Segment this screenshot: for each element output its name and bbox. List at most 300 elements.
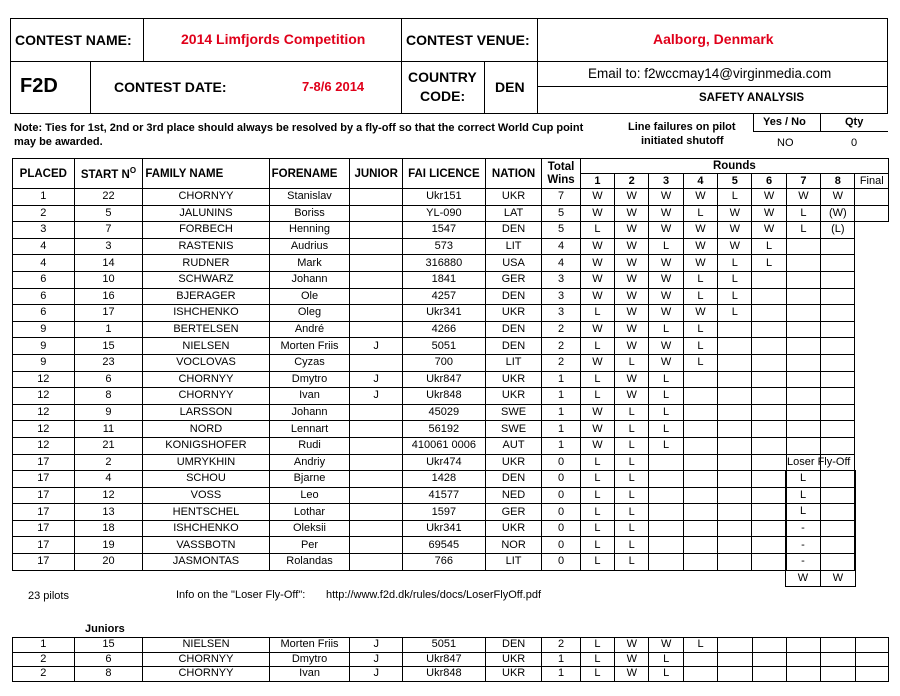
forename-cell: Dmytro <box>269 652 350 667</box>
country-label-2: CODE: <box>420 88 466 104</box>
start-number-cell: 4 <box>74 471 143 488</box>
round-2-cell: L <box>615 504 649 521</box>
start-number-cell: 12 <box>74 487 143 504</box>
round-5-cell <box>718 554 752 571</box>
round-9-cell <box>855 205 889 222</box>
junior-cell: J <box>350 638 403 653</box>
round-5-cell <box>718 667 752 682</box>
contest-date: 7-8/6 2014 <box>302 79 365 94</box>
junior-cell <box>350 288 403 305</box>
round-3-cell: W <box>649 189 683 206</box>
round-9-cell <box>855 421 889 438</box>
start-number-cell: 14 <box>74 255 143 272</box>
round-1-cell: W <box>580 205 614 222</box>
flyoff-row <box>786 570 856 587</box>
round-2-cell: W <box>615 371 649 388</box>
family-name-cell: SCHWARZ <box>143 271 269 288</box>
result-row <box>13 338 889 355</box>
start-number-cell: 11 <box>74 421 143 438</box>
round-3-cell: L <box>649 667 683 682</box>
forename-cell: Audrius <box>269 238 350 255</box>
round-9-cell <box>855 305 889 322</box>
placed-cell: 17 <box>13 504 75 521</box>
round-4-cell <box>683 388 717 405</box>
round-5-cell <box>718 504 752 521</box>
round-header-1: 1 <box>580 174 614 189</box>
fai-licence-cell: 5051 <box>402 638 485 653</box>
fai-licence-cell: 4266 <box>402 321 485 338</box>
round-3-cell: W <box>649 638 683 653</box>
placed-cell: 3 <box>13 222 75 239</box>
junior-cell <box>350 222 403 239</box>
juniors-row <box>13 638 889 653</box>
nation-cell: UKR <box>485 667 542 682</box>
family-name-cell: CHORNYY <box>143 652 269 667</box>
nation-cell: SWE <box>485 404 542 421</box>
round-7-cell <box>786 255 820 272</box>
round-3-cell <box>649 487 683 504</box>
round-5-cell <box>718 537 752 554</box>
total-wins-cell: 5 <box>542 222 580 239</box>
forename-cell: Rolandas <box>269 554 350 571</box>
junior-cell: J <box>350 338 403 355</box>
forename-cell: Per <box>269 537 350 554</box>
round-3-cell: L <box>649 437 683 454</box>
round-9-cell <box>855 554 889 571</box>
loser-flyoff-table <box>785 470 856 587</box>
nation-cell: UKR <box>485 652 542 667</box>
round-7-cell <box>786 388 820 405</box>
round-8-cell <box>821 652 855 667</box>
family-name-cell: LARSSON <box>143 404 269 421</box>
round-5-cell <box>718 652 752 667</box>
round-9-cell <box>855 667 888 682</box>
round-9-cell <box>855 371 889 388</box>
result-row <box>13 437 889 454</box>
junior-cell <box>350 271 403 288</box>
round-7-cell <box>786 437 820 454</box>
junior-cell <box>350 454 403 471</box>
round-1-cell: L <box>580 222 614 239</box>
round-2-cell: W <box>615 288 649 305</box>
family-name-cell: KONIGSHOFER <box>143 437 269 454</box>
flyoff-row <box>786 471 856 488</box>
round-9-cell <box>855 255 889 272</box>
round-5-cell <box>718 487 752 504</box>
junior-cell <box>350 537 403 554</box>
flyoff-cell: - <box>786 537 821 554</box>
junior-cell <box>350 238 403 255</box>
col-family: FAMILY NAME <box>143 159 269 189</box>
placed-cell: 6 <box>13 305 75 322</box>
round-header-8: 8 <box>821 174 855 189</box>
col-start: START $N^O$ <box>74 159 143 189</box>
result-row <box>13 288 889 305</box>
junior-cell <box>350 321 403 338</box>
start-number-cell: 21 <box>74 437 143 454</box>
total-wins-cell: 4 <box>542 255 580 272</box>
round-6-cell: L <box>752 255 786 272</box>
round-2-cell: W <box>615 189 649 206</box>
start-number-cell: 2 <box>74 454 143 471</box>
start-number-cell: 18 <box>74 520 143 537</box>
fai-licence-cell: 1597 <box>402 504 485 521</box>
total-wins-cell: 1 <box>542 667 580 682</box>
nation-cell: LAT <box>485 205 542 222</box>
round-2-cell: L <box>615 454 649 471</box>
total-wins-cell: 5 <box>542 205 580 222</box>
round-6-cell <box>752 454 786 471</box>
round-7-cell <box>786 667 820 682</box>
round-7-cell <box>786 321 820 338</box>
nation-cell: UKR <box>485 189 542 206</box>
round-7-cell <box>786 371 820 388</box>
start-number-cell: 6 <box>74 371 143 388</box>
junior-cell <box>350 471 403 488</box>
result-row <box>13 421 889 438</box>
start-number-cell: 22 <box>74 189 143 206</box>
round-1-cell: L <box>580 537 614 554</box>
round-5-cell <box>718 321 752 338</box>
round-3-cell: W <box>649 222 683 239</box>
round-1-cell: W <box>580 354 614 371</box>
family-name-cell: CHORNYY <box>143 388 269 405</box>
start-number-cell: 10 <box>74 271 143 288</box>
round-4-cell <box>683 504 717 521</box>
round-6-cell <box>752 271 786 288</box>
nation-cell: NOR <box>485 537 542 554</box>
juniors-row <box>13 667 889 682</box>
placed-cell: 17 <box>13 520 75 537</box>
nation-cell: UKR <box>485 454 542 471</box>
safety-analysis-title: SAFETY ANALYSIS <box>699 92 805 104</box>
round-7-cell <box>786 305 820 322</box>
result-row <box>13 454 889 471</box>
round-header-2: 2 <box>615 174 649 189</box>
col-total-wins: Total Wins <box>542 159 580 189</box>
flyoff-info-label: Info on the "Loser Fly-Off": <box>176 589 306 601</box>
start-number-cell: 19 <box>74 537 143 554</box>
round-6-cell <box>752 421 786 438</box>
fai-licence-cell: 41577 <box>402 487 485 504</box>
round-5-cell <box>718 638 752 653</box>
round-8-cell <box>821 255 855 272</box>
round-1-cell: W <box>580 255 614 272</box>
result-row <box>13 222 889 239</box>
round-9-cell <box>855 638 888 653</box>
round-2-cell: L <box>615 487 649 504</box>
placed-cell: 12 <box>13 437 75 454</box>
start-number-cell: 23 <box>74 354 143 371</box>
header-divider <box>10 61 888 62</box>
round-9-cell <box>855 222 889 239</box>
forename-cell: Rudi <box>269 437 350 454</box>
round-4-cell: L <box>683 638 717 653</box>
forename-cell: Morten Friis <box>269 638 350 653</box>
total-wins-cell: 0 <box>542 454 580 471</box>
flyoff-row <box>786 487 856 504</box>
junior-cell <box>350 255 403 272</box>
nation-cell: USA <box>485 255 542 272</box>
total-wins-cell: 1 <box>542 404 580 421</box>
round-1-cell: W <box>580 321 614 338</box>
forename-cell: Bjarne <box>269 471 350 488</box>
round-6-cell <box>752 288 786 305</box>
yes-no-value: NO <box>777 137 794 149</box>
round-3-cell: W <box>649 288 683 305</box>
round-4-cell <box>683 537 717 554</box>
total-wins-cell: 1 <box>542 421 580 438</box>
family-name-cell: NIELSEN <box>143 638 269 653</box>
forename-cell: Cyzas <box>269 354 350 371</box>
round-3-cell: W <box>649 205 683 222</box>
family-name-cell: CHORNYY <box>143 371 269 388</box>
junior-cell <box>350 504 403 521</box>
fai-licence-cell: Ukr341 <box>402 520 485 537</box>
placed-cell: 6 <box>13 271 75 288</box>
round-1-cell: W <box>580 404 614 421</box>
country-code: DEN <box>495 79 525 95</box>
round-9-cell <box>855 404 889 421</box>
round-3-cell: W <box>649 354 683 371</box>
round-9-cell <box>855 504 889 521</box>
start-number-cell: 15 <box>74 338 143 355</box>
total-wins-cell: 7 <box>542 189 580 206</box>
nation-cell: DEN <box>485 288 542 305</box>
forename-cell: Andriy <box>269 454 350 471</box>
contest-name-label: CONTEST NAME: <box>15 32 132 48</box>
round-1-cell: W <box>580 421 614 438</box>
start-number-cell: 6 <box>74 652 143 667</box>
round-8-cell <box>821 271 855 288</box>
junior-cell <box>350 205 403 222</box>
col-forename: FORENAME <box>269 159 350 189</box>
contest-name: 2014 Limfjords Competition <box>181 31 366 47</box>
family-name-cell: JASMONTAS <box>143 554 269 571</box>
fai-licence-cell: 1547 <box>402 222 485 239</box>
round-4-cell: W <box>683 189 717 206</box>
round-2-cell: L <box>615 437 649 454</box>
round-3-cell: W <box>649 338 683 355</box>
family-name-cell: CHORNYY <box>143 189 269 206</box>
round-9-cell <box>855 471 889 488</box>
result-row <box>13 189 889 206</box>
round-2-cell: L <box>615 537 649 554</box>
juniors-title: Juniors <box>85 623 125 635</box>
round-header-4: 4 <box>683 174 717 189</box>
flyoff-cell <box>821 537 856 554</box>
total-wins-cell: 0 <box>542 471 580 488</box>
loser-flyoff-title: Loser Fly-Off <box>787 456 851 468</box>
fai-licence-cell: Ukr474 <box>402 454 485 471</box>
nation-cell: UKR <box>485 520 542 537</box>
forename-cell: Ole <box>269 288 350 305</box>
total-wins-cell: 0 <box>542 520 580 537</box>
round-9-cell <box>855 321 889 338</box>
contest-venue: Aalborg, Denmark <box>653 31 774 47</box>
round-2-cell: W <box>615 338 649 355</box>
round-8-cell: (L) <box>821 222 855 239</box>
junior-cell <box>350 554 403 571</box>
forename-cell: Leo <box>269 487 350 504</box>
start-number-cell: 16 <box>74 288 143 305</box>
round-4-cell <box>683 652 717 667</box>
fai-licence-cell: Ukr848 <box>402 667 485 682</box>
nation-cell: DEN <box>485 338 542 355</box>
total-wins-cell: 3 <box>542 288 580 305</box>
round-8-cell <box>821 238 855 255</box>
junior-cell <box>350 520 403 537</box>
round-4-cell: L <box>683 321 717 338</box>
round-2-cell: W <box>615 638 649 653</box>
fai-licence-cell: Ukr151 <box>402 189 485 206</box>
round-4-cell: L <box>683 271 717 288</box>
family-name-cell: CHORNYY <box>143 667 269 682</box>
forename-cell: André <box>269 321 350 338</box>
round-6-cell <box>752 554 786 571</box>
nation-cell: UKR <box>485 305 542 322</box>
total-wins-cell: 1 <box>542 652 580 667</box>
round-6-cell: W <box>752 205 786 222</box>
fai-licence-cell: 700 <box>402 354 485 371</box>
round-6-cell <box>752 388 786 405</box>
round-2-cell: W <box>615 652 649 667</box>
round-2-cell: L <box>615 421 649 438</box>
round-1-cell: L <box>580 471 614 488</box>
junior-cell: J <box>350 652 403 667</box>
round-8-cell <box>821 321 855 338</box>
placed-cell: 17 <box>13 554 75 571</box>
start-number-cell: 5 <box>74 205 143 222</box>
result-row <box>13 554 889 571</box>
round-2-cell: W <box>615 222 649 239</box>
round-5-cell <box>718 520 752 537</box>
round-1-cell: L <box>580 371 614 388</box>
line-failures-label-1: Line failures on pilot <box>628 121 736 133</box>
fai-licence-cell: 4257 <box>402 288 485 305</box>
round-4-cell: L <box>683 354 717 371</box>
round-3-cell: L <box>649 371 683 388</box>
placed-cell: 12 <box>13 404 75 421</box>
flyoff-row <box>786 504 856 521</box>
junior-cell <box>350 421 403 438</box>
qty-value: 0 <box>851 137 858 149</box>
round-2-cell: L <box>615 471 649 488</box>
result-row <box>13 388 889 405</box>
result-row <box>13 354 889 371</box>
round-6-cell <box>752 437 786 454</box>
round-4-cell: L <box>683 288 717 305</box>
round-1-cell: W <box>580 437 614 454</box>
flyoff-row <box>786 553 856 570</box>
round-6-cell <box>752 371 786 388</box>
round-5-cell <box>718 437 752 454</box>
nation-cell: AUT <box>485 437 542 454</box>
round-1-cell: L <box>580 520 614 537</box>
family-name-cell: NORD <box>143 421 269 438</box>
family-name-cell: RUDNER <box>143 255 269 272</box>
flyoff-row <box>786 520 856 537</box>
flyoff-cell: L <box>786 487 821 504</box>
result-row <box>13 471 889 488</box>
round-4-cell <box>683 471 717 488</box>
round-3-cell: L <box>649 421 683 438</box>
nation-cell: SWE <box>485 421 542 438</box>
round-header-6: 6 <box>752 174 786 189</box>
forename-cell: Mark <box>269 255 350 272</box>
contest-header <box>10 18 888 114</box>
start-number-cell: 3 <box>74 238 143 255</box>
family-name-cell: NIELSEN <box>143 338 269 355</box>
round-5-cell: L <box>718 255 752 272</box>
flyoff-info-link[interactable]: http://www.f2d.dk/rules/docs/LoserFlyOff.pdf <box>326 589 542 601</box>
round-5-cell <box>718 421 752 438</box>
fai-licence-cell: 573 <box>402 238 485 255</box>
family-name-cell: FORBECH <box>143 222 269 239</box>
round-2-cell: L <box>615 520 649 537</box>
round-header-9: Final <box>855 174 889 189</box>
start-number-cell: 20 <box>74 554 143 571</box>
fai-licence-cell: 45029 <box>402 404 485 421</box>
flyoff-cell: - <box>786 553 821 570</box>
forename-cell: Dmytro <box>269 371 350 388</box>
start-number-cell: 7 <box>74 222 143 239</box>
round-4-cell <box>683 437 717 454</box>
fai-licence-cell: 410061 0006 <box>402 437 485 454</box>
round-8-cell: (W) <box>821 205 855 222</box>
round-5-cell <box>718 338 752 355</box>
nation-cell: DEN <box>485 638 542 653</box>
junior-cell <box>350 189 403 206</box>
family-name-cell: VOCLOVAS <box>143 354 269 371</box>
round-5-cell: W <box>718 205 752 222</box>
result-row <box>13 271 889 288</box>
nation-cell: DEN <box>485 471 542 488</box>
round-5-cell: W <box>718 238 752 255</box>
round-8-cell <box>821 667 855 682</box>
round-1-cell: W <box>580 189 614 206</box>
fai-licence-cell: Ukr847 <box>402 652 485 667</box>
fai-licence-cell: 1841 <box>402 271 485 288</box>
round-5-cell: L <box>718 271 752 288</box>
round-6-cell <box>752 487 786 504</box>
flyoff-cell <box>821 504 856 521</box>
junior-cell <box>350 437 403 454</box>
results-table <box>12 158 889 571</box>
round-9-cell <box>855 487 889 504</box>
round-1-cell: L <box>580 554 614 571</box>
fai-licence-cell: 766 <box>402 554 485 571</box>
placed-cell: 4 <box>13 255 75 272</box>
round-3-cell <box>649 537 683 554</box>
round-8-cell <box>821 638 855 653</box>
round-4-cell: W <box>683 222 717 239</box>
flyoff-cell <box>821 487 856 504</box>
placed-cell: 17 <box>13 537 75 554</box>
round-9-cell <box>855 437 889 454</box>
placed-cell: 9 <box>13 338 75 355</box>
round-9-cell <box>855 338 889 355</box>
result-row <box>13 205 889 222</box>
flyoff-cell: L <box>786 504 821 521</box>
round-4-cell: L <box>683 205 717 222</box>
start-number-cell: 8 <box>74 667 143 682</box>
round-2-cell: W <box>615 205 649 222</box>
placed-cell: 12 <box>13 388 75 405</box>
total-wins-cell: 0 <box>542 504 580 521</box>
round-3-cell: W <box>649 305 683 322</box>
round-8-cell <box>821 354 855 371</box>
